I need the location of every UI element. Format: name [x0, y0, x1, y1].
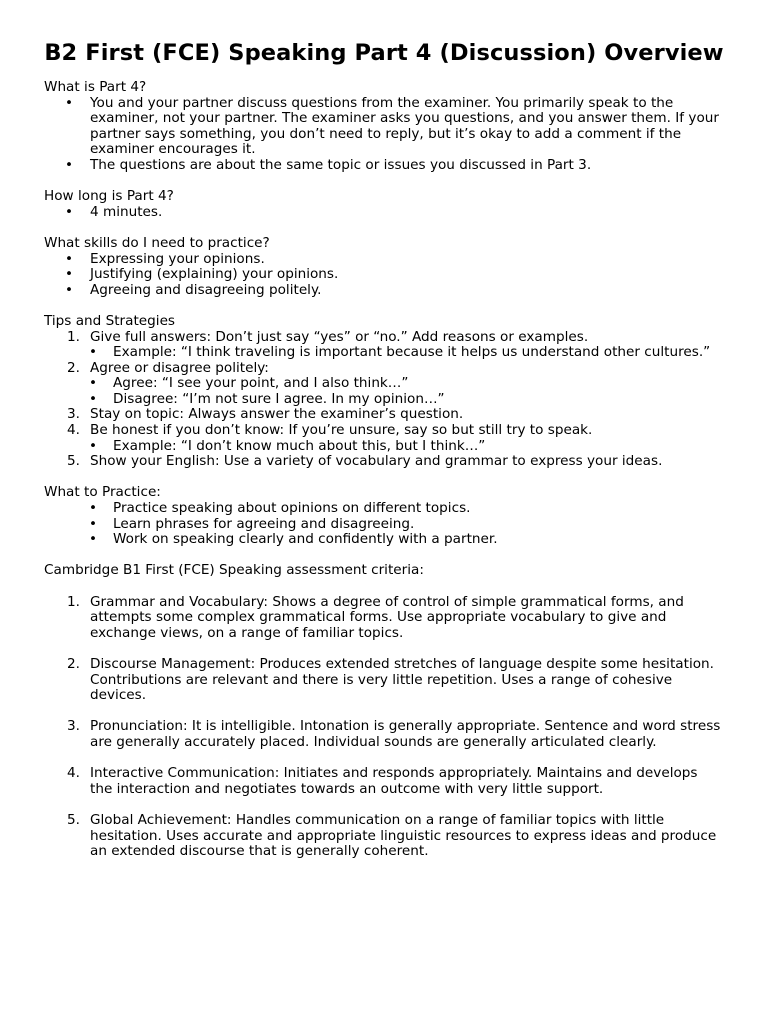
criteria-text: Interactive Communication: Initiates and responds appropriately. Maintains and develops the interaction and negotiates towards an outcome with very little support. [90, 765, 698, 797]
list-number: 1. [67, 328, 80, 345]
list-number: 2. [67, 655, 80, 672]
section-heading-skills: What skills do I need to practice? [44, 234, 270, 251]
list-item: • Agreeing and disagreeing politely. [44, 283, 724, 299]
sub-list-item: • Example: “I think traveling is important because it helps us understand other cultures.” [44, 345, 724, 361]
criteria-text: Pronunciation: It is intelligible. Intonation is generally appropriate. Sentence and word stress are generally accurately placed. Individual sounds are generally articulated clearly. [90, 718, 721, 750]
tip-item [44, 454, 724, 470]
criteria-item [44, 719, 724, 750]
tip-item [44, 330, 724, 346]
list-item: • Expressing your opinions. [44, 252, 724, 268]
list-number: 5. [67, 811, 80, 828]
list-item: • Justifying (explaining) your opinions. [44, 267, 724, 283]
list-item: • The questions are about the same topic or issues you discussed in Part 3. [44, 158, 724, 174]
list-number: 3. [67, 718, 80, 735]
section-heading-criteria: Cambridge B1 First (FCE) Speaking assessment criteria: [44, 562, 424, 579]
document-page [44, 40, 724, 875]
document-title: B2 First (FCE) Speaking Part 4 (Discussion) Overview [44, 40, 724, 66]
section-heading-what-is: What is Part 4? [44, 79, 147, 95]
list-number: 4. [67, 765, 80, 782]
list-number: 1. [67, 593, 80, 610]
list-number: 2. [67, 359, 80, 376]
practice-list [44, 501, 724, 548]
tip-text: Stay on topic: Always answer the examiner’s question. [90, 406, 464, 423]
tip-item [44, 361, 724, 377]
tip-item [44, 407, 724, 423]
criteria-item [44, 657, 724, 704]
list-number: 3. [67, 406, 80, 423]
what-is-list [44, 96, 724, 174]
tip-text: Agree or disagree politely: [90, 359, 269, 376]
list-number: 4. [67, 422, 80, 439]
tip-text: Give full answers: Don’t just say “yes” or “no.” Add reasons or examples. [90, 328, 589, 345]
list-item: • Practice speaking about opinions on different topics. [44, 501, 724, 517]
list-number: 5. [67, 453, 80, 470]
tip-text: Be honest if you don’t know: If you’re unsure, say so but still try to speak. [90, 422, 593, 439]
tips-list [44, 330, 724, 470]
criteria-list [44, 595, 724, 860]
sub-list-item: • Agree: “I see your point, and I also think…” [44, 376, 724, 392]
criteria-text: Global Achievement: Handles communication on a range of familiar topics with little hesitation. Uses accurate and appropriate linguistic resources to express ideas and produce an extended discourse that is generally coherent. [90, 811, 717, 860]
list-item: • Work on speaking clearly and confidently with a partner. [44, 532, 724, 548]
sub-list-item: • Example: “I don’t know much about this, but I think…” [44, 439, 724, 455]
sub-list-item: • Disagree: “I’m not sure I agree. In my opinion…” [44, 392, 724, 408]
how-long-list [44, 205, 724, 221]
tip-text: Show your English: Use a variety of vocabulary and grammar to express your ideas. [90, 453, 663, 470]
criteria-item [44, 766, 724, 797]
tip-item [44, 423, 724, 439]
list-item: • You and your partner discuss questions from the examiner. You primarily speak to the examiner, not your partner. The examiner asks you questions, and you answer them. If your partner says something, you don’t need to reply, but it’s okay to add a comment if the examiner encourages it. [44, 96, 724, 158]
skills-list [44, 252, 724, 299]
document-body [44, 80, 724, 860]
section-heading-tips: Tips and Strategies [44, 312, 176, 329]
section-heading-practice: What to Practice: [44, 484, 161, 501]
criteria-item [44, 813, 724, 860]
criteria-text: Discourse Management: Produces extended stretches of language despite some hesitation. Contributions are relevant and there is very little repetition. Uses a range of cohesive devices. [90, 655, 714, 704]
list-item: • 4 minutes. [44, 205, 724, 221]
criteria-text: Grammar and Vocabulary: Shows a degree of control of simple grammatical forms, and attempts some complex grammatical forms. Use appropriate vocabulary to give and exchange views, on a range of familiar topics. [90, 593, 684, 641]
criteria-item [44, 595, 724, 642]
section-heading-how-long: How long is Part 4? [44, 188, 174, 205]
list-item: • Learn phrases for agreeing and disagreeing. [44, 517, 724, 533]
